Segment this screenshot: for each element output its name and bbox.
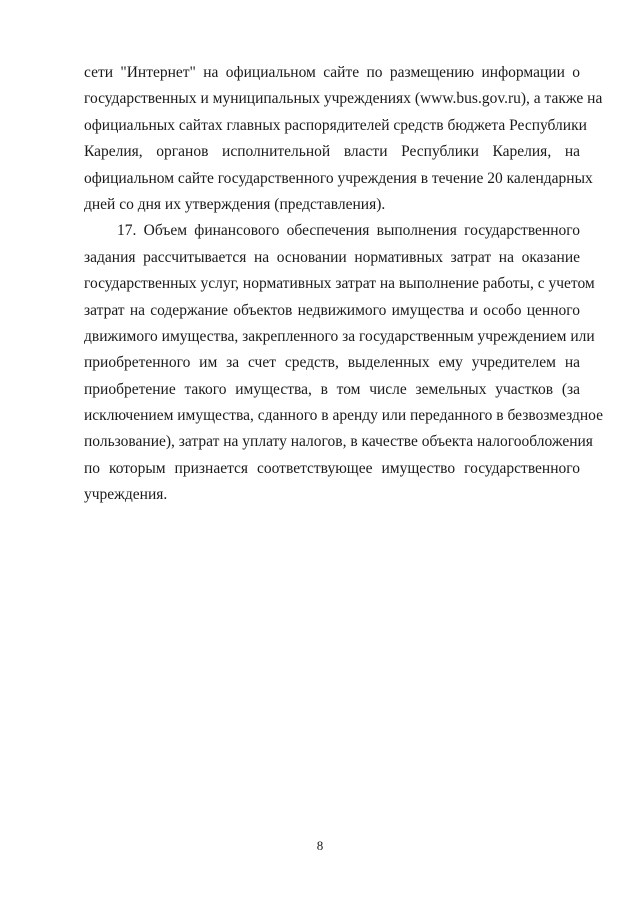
text-line: сети "Интернет" на официальном сайте по размещению информации о (84, 64, 580, 81)
text-line: официальном сайте государственного учреждения в течение 20 календарных (84, 169, 593, 187)
page-number: 8 (316, 838, 324, 853)
text-line: 17. Объем финансового обеспечения выполнения государственного (117, 222, 580, 240)
text-line: исключением имущества, сданного в аренду или переданного в безвозмездное (84, 407, 603, 425)
text-line: официальных сайтах главных распорядителей средств бюджета Республики (84, 116, 587, 134)
text-line: приобретение такого имущества, в том числе земельных участков (за (84, 380, 580, 398)
text-line: учреждения. (84, 486, 168, 504)
text-line: государственных услуг, нормативных затрат на выполнение работы, с учетом (84, 275, 595, 293)
paragraph-continuation (84, 60, 603, 218)
text-line: Карелия, органов исполнительной власти Республики Карелия, на (84, 143, 580, 161)
text-line: затрат на содержание объектов недвижимого имущества и особо ценного (84, 301, 580, 319)
text-line: дней со дня их утверждения (представления). (84, 195, 386, 213)
text-line: государственных и муниципальных учреждениях (www.bus.gov.ru), а также на (84, 90, 603, 108)
text-line: по которым признается соответствующее имущество государственного (84, 459, 580, 477)
document-body (84, 60, 603, 509)
text-line: задания рассчитывается на основании нормативных затрат на оказание (84, 248, 580, 266)
text-line: приобретенного им за счет средств, выделенных ему учредителем на (84, 354, 580, 372)
text-line: движимого имущества, закрепленного за государственным учреждением или (84, 327, 595, 345)
text-line: пользование), затрат на уплату налогов, в качестве объекта налогообложения (84, 433, 593, 451)
paragraph-item-17 (84, 218, 603, 508)
